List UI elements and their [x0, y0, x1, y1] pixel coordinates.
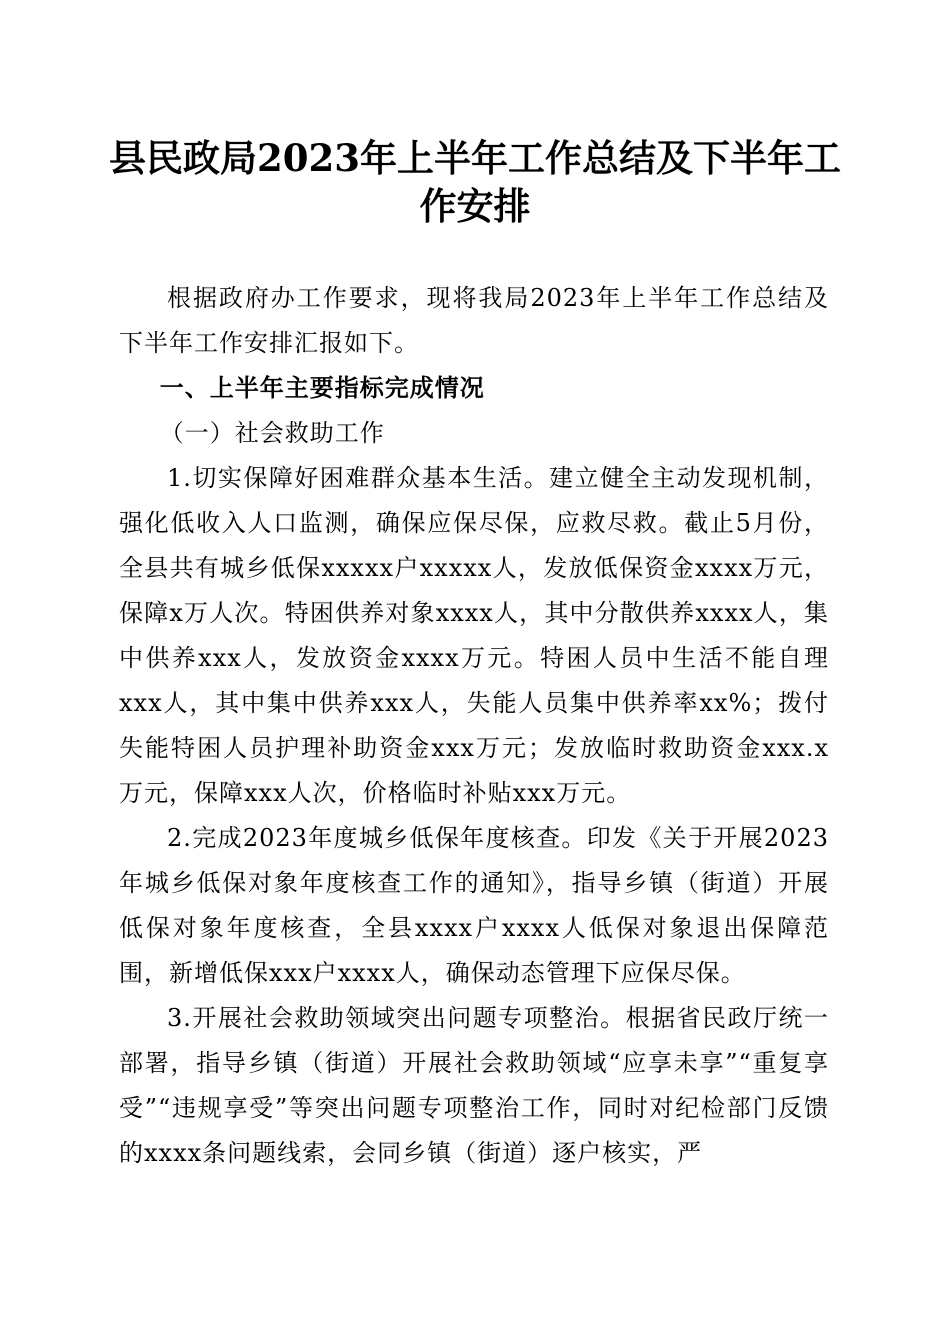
subsection-heading: （一）社会救助工作 [159, 419, 385, 447]
intro-paragraph: 根据政府办工作要求，现将我局2023年上半年工作总结及下半年工作安排汇报如下。 [119, 284, 829, 357]
body-paragraph-3: 3.开展社会救助领域突出问题专项整治。根据省民政厅统一部署，指导乡镇（街道）开展社会救助领域“应享未享”“重复享受”“违规享受”等突出问题专项整治工作，同时对纪检部门反馈的xxxx条问题线索，会同乡镇（街道）逐户核实，严 [119, 1004, 829, 1167]
section-heading: 一、上半年主要指标完成情况 [159, 374, 485, 402]
document-title: 县民政局2023年上半年工作总结及下半年工作安排 [109, 136, 841, 228]
body-paragraph-2: 2.完成2023年度城乡低保年度核查。印发《关于开展2023年城乡低保对象年度核查工作的通知》，指导乡镇（街道）开展低保对象年度核查，全县xxxx户xxxx人低保对象退出保障范围，新增低保xxx户xxxx人，确保动态管理下应保尽保。 [119, 824, 829, 987]
document-body [119, 276, 829, 1176]
body-paragraph-1: 1.切实保障好困难群众基本生活。建立健全主动发现机制，强化低收入人口监测，确保应保尽保，应救尽救。截止5月份，全县共有城乡低保xxxxx户xxxxx人，发放低保资金xxxx万元，保障x万人次。特困供养对象xxxx人，其中分散供养xxxx人，集中供养xxx人，发放资金xxxx万元。特困人员中生活不能自理xxx人，其中集中供养xxx人，失能人员集中供养率xx%；拨付失能特困人员护理补助资金xxx万元；发放临时救助资金xxx.x万元，保障xxx人次，价格临时补贴xxx万元。 [119, 464, 829, 807]
